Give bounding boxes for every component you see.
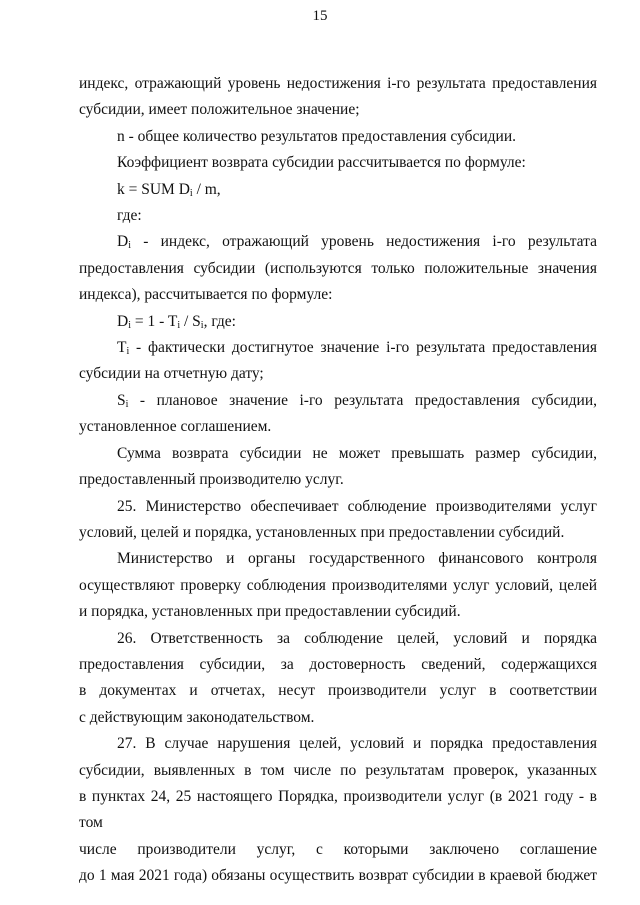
text-line: Сумма возврата субсидии не может превышать размер субсидии, — [117, 444, 597, 462]
text-line: предоставления субсидии, за достоверность сведений, содержащихся — [79, 655, 597, 673]
formula-text: = 1 - T — [130, 312, 178, 330]
page-number: 15 — [312, 8, 328, 24]
text-line: субсидии на отчетную дату; — [79, 365, 264, 383]
text-line: осуществляют проверку соблюдения производителями услуг условий, целей — [79, 576, 597, 594]
subscript: i — [200, 319, 204, 331]
definition-s-line — [79, 388, 597, 414]
text-line: с действующим законодательством. — [79, 708, 315, 726]
formula-k — [79, 177, 597, 203]
formula-text: D — [117, 312, 129, 330]
text-line: субсидии, имеет положительное значение; — [79, 101, 360, 119]
text-line: субсидии, выявленных в том числе по результатам проверок, указанных — [79, 761, 597, 779]
definition-text: - индекс, отражающий уровень недостижения i-го результата — [130, 233, 597, 251]
text-line: условий, целей и порядка, установленных при предоставлении субсидий. — [79, 523, 565, 541]
text-line: 26. Ответственность за соблюдение целей, условий и порядка — [117, 629, 597, 647]
text-line: индекса), рассчитывается по формуле: — [79, 286, 333, 304]
subscript: i — [126, 346, 130, 358]
formula-text: / m, — [192, 180, 221, 198]
text-line: Коэффициент возврата субсидии рассчитывается по формуле: — [117, 154, 526, 172]
text-line: n - общее количество результатов предоставления субсидии. — [117, 127, 517, 145]
subscript: i — [125, 398, 129, 410]
text-line: где: — [117, 207, 142, 225]
text-line: Министерство и органы государственного финансового контроля — [117, 550, 597, 568]
subscript: i — [177, 319, 181, 331]
definition-t-line — [79, 335, 597, 361]
symbol: S — [117, 391, 126, 409]
page-body — [79, 71, 597, 890]
definition-d-line — [79, 229, 597, 255]
text-line: 25. Министерство обеспечивает соблюдение производителями услуг — [117, 497, 597, 515]
definition-text: - плановое значение i-го результата предоставления субсидии, — [128, 391, 597, 409]
text-line: предоставленный производителю услуг. — [79, 471, 344, 489]
text-line: числе производители услуг, с которыми заключено соглашение — [79, 840, 597, 858]
formula-text: / S — [180, 312, 201, 330]
formula-text: , где: — [203, 312, 236, 330]
subscript: i — [189, 187, 193, 199]
text-line: в пунктах 24, 25 настоящего Порядка, производители услуг (в 2021 году - в том — [79, 787, 597, 832]
text-line: и порядка, установленных при предоставлении субсидий. — [79, 603, 461, 621]
text-line: до 1 мая 2021 года) обязаны осуществить возврат субсидии в краевой бюджет — [79, 867, 597, 885]
formula-text: k = SUM D — [117, 180, 190, 198]
text-line: предоставления субсидии (используются только положительные значения — [79, 259, 597, 277]
subscript: i — [128, 240, 131, 252]
text-line: индекс, отражающий уровень недостижения i-го результата предоставления — [79, 75, 597, 92]
symbol: T — [117, 339, 127, 357]
text-line: 27. В случае нарушения целей, условий и порядка предоставления — [117, 735, 597, 753]
text-line: установленное соглашением. — [79, 418, 272, 436]
text-line: в документах и отчетах, несут производители услуг в соответствии — [79, 682, 597, 700]
symbol: D — [117, 233, 129, 251]
subscript: i — [128, 319, 131, 331]
formula-d — [79, 309, 597, 335]
definition-text: - фактически достигнутое значение i-го результата предоставления — [129, 339, 597, 357]
